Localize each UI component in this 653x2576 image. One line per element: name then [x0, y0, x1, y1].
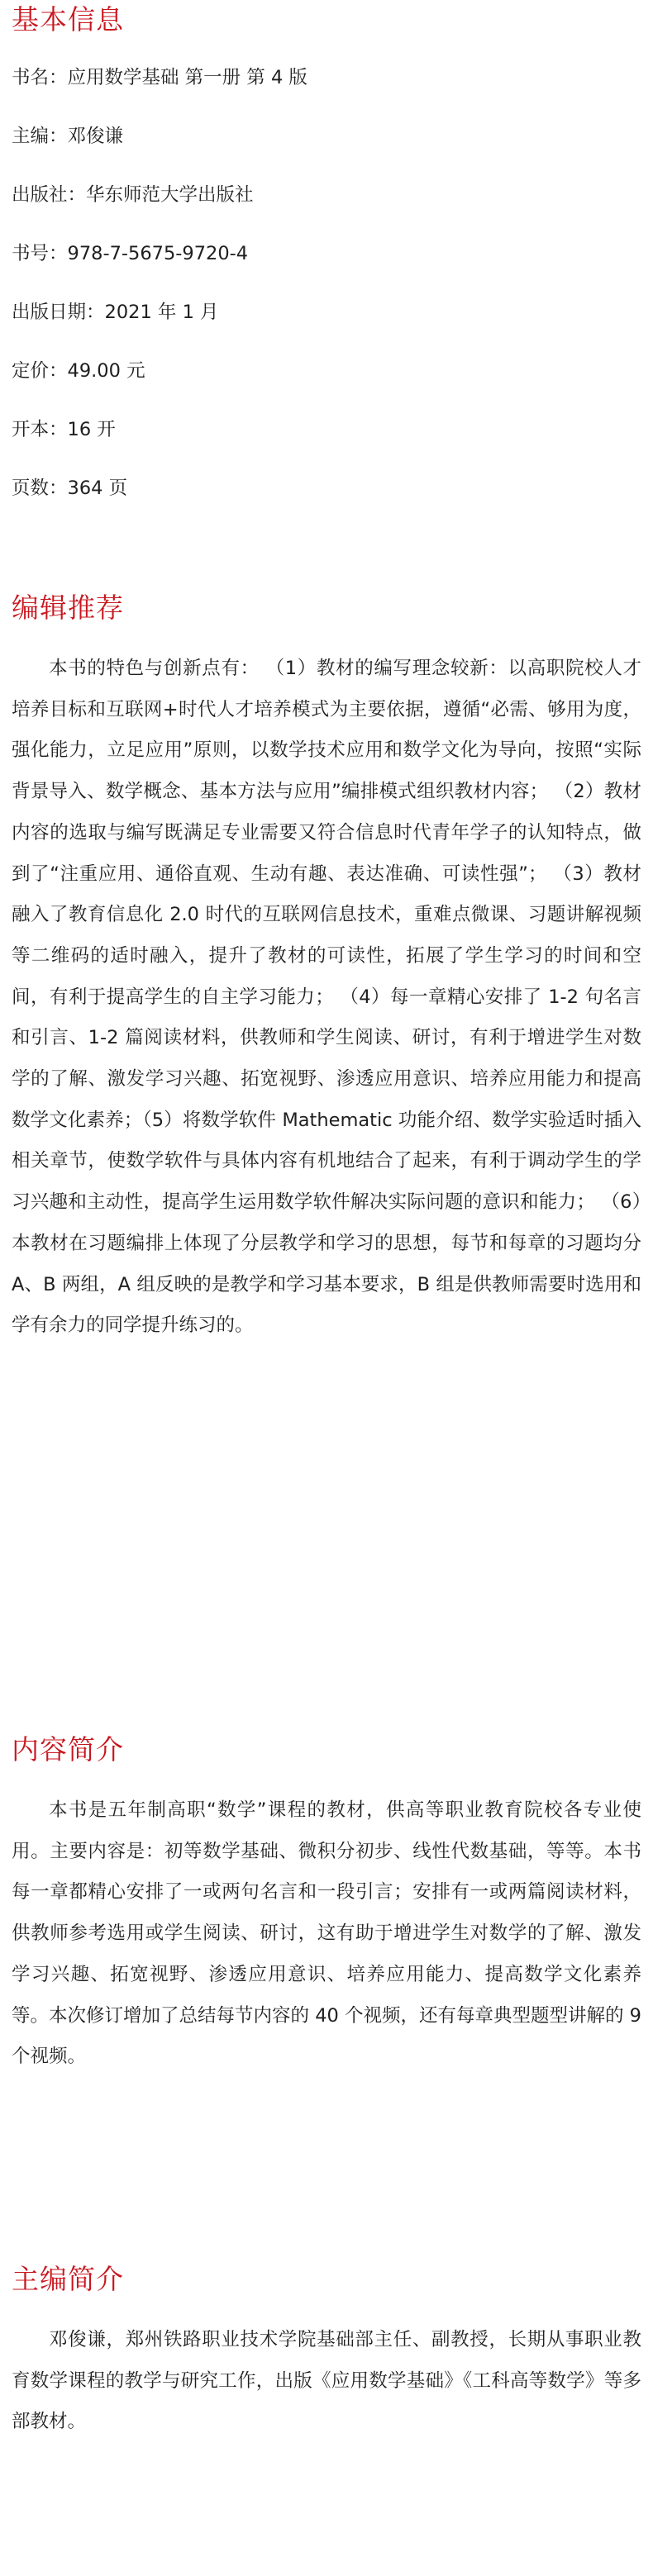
editor-recommendation-text: 本书的特色与创新点有： （1）教材的编写理念较新：以高职院校人才培养目标和互联网+时代人才培养模式为主要依据，遵循“必需、够用为度，强化能力，立足应用”原则，以数学技术应用和数学文化为导向，按照“实际背景导入、数学概念、基本方法与应用”编排模式组织教材内容； （2）教材内容的选取与编写既满足专业需要又符合信息时代青年学子的认知特点，做到了“注重应用、通俗直观、生动有趣、表达准确、可读性强”； （3）教材融入了教育信息化 2.0 时代的互联网信息技术，重难点微课、习题讲解视频等二维码的适时融入，提升了教材的可读性，拓展了学生学习的时间和空间，有利于提高学生的自主学习能力； （4）每一章精心安排了 1-2 句名言和引言、1-2 篇阅读材料，供教师和学生阅读、研讨，有利于增进学生对数学的了解、激发学习兴趣、拓宽视野、渗透应用意识、培养应用能力和提高数学文化素养；（5）将数学软件 Mathematic 功能介绍、数学实验适时插入相关章节，使数学软件与具体内容有机地结合了起来，有利于调动学生的学习兴趣和主动性，提高学生运用数学软件解决实际问题的意识和能力； （6）本教材在习题编排上体现了分层教学和学习的思想，每节和每章的习题均分 A、B 两组，A 组反映的是教学和学习基本要求，B 组是供教师需要时选用和学有余力的同学提升练习的。	[12, 658, 641, 1337]
content-intro-text: 本书是五年制高职“数学”课程的教材，供高等职业教育院校各专业使用。主要内容是：初等数学基础、微积分初步、线性代数基础，等等。本书每一章都精心安排了一或两句名言和一段引言；安排有一或两篇阅读材料，供教师参考选用或学生阅读、研讨，这有助于增进学生对数学的了解、激发学习兴趣、拓宽视野、渗透应用意识、培养应用能力、提高数学文化素养等。本次修订增加了总结每节内容的 40 个视频，还有每章典型题型讲解的 9 个视频。	[12, 1799, 641, 2068]
info-format: 开本：16 开	[12, 419, 116, 440]
editor-intro-heading: 主编简介	[12, 2263, 124, 2295]
editor-recommendation-heading: 编辑推荐	[12, 592, 124, 624]
content-intro-heading: 内容简介	[12, 1733, 124, 1766]
info-publisher: 出版社：华东师范大学出版社	[12, 184, 254, 206]
info-price: 定价：49.00 元	[12, 360, 145, 382]
info-title: 书名：应用数学基础 第一册 第 4 版	[12, 67, 307, 88]
info-editor: 主编：邓俊谦	[12, 126, 124, 147]
basic-info-heading: 基本信息	[12, 3, 124, 36]
editor-intro-text: 邓俊谦，郑州铁路职业技术学院基础部主任、副教授，长期从事职业教育数学课程的教学与研究工作，出版《应用数学基础》《工科高等数学》等多部教材。	[12, 2329, 641, 2433]
info-pages: 页数：364 页	[12, 478, 128, 499]
info-publish-date: 出版日期：2021 年 1 月	[12, 302, 219, 323]
info-isbn: 书号：978-7-5675-9720-4	[12, 243, 249, 264]
